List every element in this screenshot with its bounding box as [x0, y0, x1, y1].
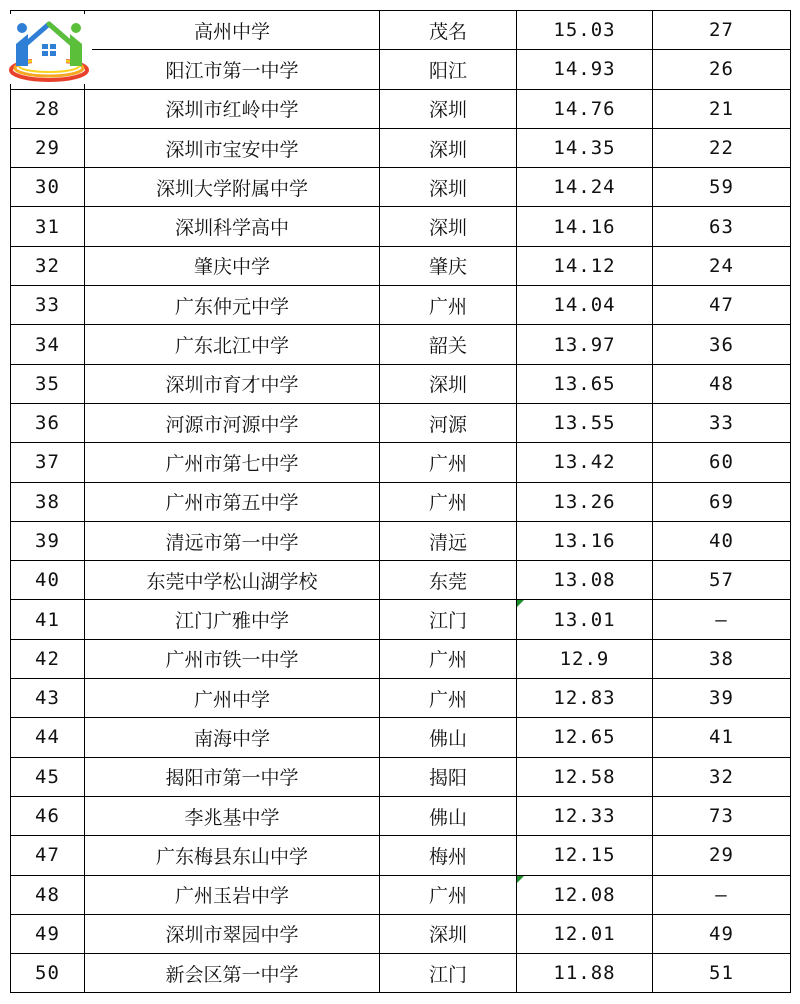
city-cell: 河源	[380, 403, 517, 442]
table-row	[11, 128, 791, 167]
rank-cell: 44	[11, 718, 85, 757]
rank-cell: 41	[11, 600, 85, 639]
score-cell: 12.9	[517, 639, 653, 678]
previous-rank-cell: —	[653, 875, 791, 914]
ranking-table-body	[11, 11, 791, 993]
score-cell: 13.01	[517, 600, 653, 639]
rank-cell: 33	[11, 286, 85, 325]
city-cell: 深圳	[380, 207, 517, 246]
score-cell: 12.83	[517, 679, 653, 718]
table-row	[11, 718, 791, 757]
previous-rank-cell: 41	[653, 718, 791, 757]
table-row	[11, 757, 791, 796]
table-row	[11, 521, 791, 560]
school-name-cell: 深圳科学高中	[85, 207, 380, 246]
previous-rank-cell: 27	[653, 11, 791, 50]
table-row	[11, 482, 791, 521]
rank-cell: 28	[11, 89, 85, 128]
rank-cell: 37	[11, 443, 85, 482]
city-cell: 东莞	[380, 561, 517, 600]
school-name-cell: 清远市第一中学	[85, 521, 380, 560]
previous-rank-cell: 51	[653, 954, 791, 993]
city-cell: 肇庆	[380, 246, 517, 285]
rank-cell: 38	[11, 482, 85, 521]
rank-cell: 42	[11, 639, 85, 678]
table-row	[11, 11, 791, 50]
city-cell: 茂名	[380, 11, 517, 50]
previous-rank-cell: 47	[653, 286, 791, 325]
city-cell: 深圳	[380, 914, 517, 953]
previous-rank-cell: 29	[653, 836, 791, 875]
table-row	[11, 796, 791, 835]
school-name-cell: 深圳市红岭中学	[85, 89, 380, 128]
table-row	[11, 89, 791, 128]
previous-rank-cell: 40	[653, 521, 791, 560]
rank-cell: 30	[11, 168, 85, 207]
school-name-cell: 深圳市宝安中学	[85, 128, 380, 167]
school-name-cell: 东莞中学松山湖学校	[85, 561, 380, 600]
city-cell: 广州	[380, 482, 517, 521]
school-name-cell: 广东北江中学	[85, 325, 380, 364]
table-row	[11, 679, 791, 718]
score-cell: 12.15	[517, 836, 653, 875]
score-cell: 14.76	[517, 89, 653, 128]
previous-rank-cell: 21	[653, 89, 791, 128]
school-name-cell: 南海中学	[85, 718, 380, 757]
city-cell: 揭阳	[380, 757, 517, 796]
rank-cell: 47	[11, 836, 85, 875]
city-cell: 深圳	[380, 128, 517, 167]
city-cell: 深圳	[380, 168, 517, 207]
score-cell: 14.35	[517, 128, 653, 167]
rank-cell: 50	[11, 954, 85, 993]
score-cell: 14.16	[517, 207, 653, 246]
score-cell: 13.16	[517, 521, 653, 560]
rank-cell: 34	[11, 325, 85, 364]
rank-cell: 31	[11, 207, 85, 246]
rank-cell: 45	[11, 757, 85, 796]
table-row	[11, 561, 791, 600]
score-cell: 12.01	[517, 914, 653, 953]
table-row	[11, 168, 791, 207]
score-cell: 14.24	[517, 168, 653, 207]
score-cell: 13.55	[517, 403, 653, 442]
school-name-cell: 阳江市第一中学	[85, 50, 380, 89]
table-row	[11, 875, 791, 914]
city-cell: 深圳	[380, 364, 517, 403]
school-name-cell: 江门广雅中学	[85, 600, 380, 639]
previous-rank-cell: 57	[653, 561, 791, 600]
score-cell: 13.97	[517, 325, 653, 364]
table-row	[11, 50, 791, 89]
previous-rank-cell: 38	[653, 639, 791, 678]
rank-cell: 46	[11, 796, 85, 835]
rank-cell: 40	[11, 561, 85, 600]
previous-rank-cell: 24	[653, 246, 791, 285]
table-row	[11, 639, 791, 678]
previous-rank-cell: 22	[653, 128, 791, 167]
score-cell: 13.42	[517, 443, 653, 482]
table-row	[11, 443, 791, 482]
score-cell: 12.58	[517, 757, 653, 796]
table-row	[11, 914, 791, 953]
previous-rank-cell: 32	[653, 757, 791, 796]
school-name-cell: 李兆基中学	[85, 796, 380, 835]
score-cell: 14.04	[517, 286, 653, 325]
school-name-cell: 揭阳市第一中学	[85, 757, 380, 796]
rank-cell: 36	[11, 403, 85, 442]
previous-rank-cell: 39	[653, 679, 791, 718]
school-name-cell: 广州市第五中学	[85, 482, 380, 521]
previous-rank-cell: 36	[653, 325, 791, 364]
rank-cell: 48	[11, 875, 85, 914]
school-name-cell: 广州市第七中学	[85, 443, 380, 482]
previous-rank-cell: 49	[653, 914, 791, 953]
school-name-cell: 广州市铁一中学	[85, 639, 380, 678]
previous-rank-cell: 26	[653, 50, 791, 89]
table-row	[11, 836, 791, 875]
city-cell: 清远	[380, 521, 517, 560]
city-cell: 江门	[380, 954, 517, 993]
previous-rank-cell: 48	[653, 364, 791, 403]
city-cell: 江门	[380, 600, 517, 639]
school-name-cell: 深圳大学附属中学	[85, 168, 380, 207]
previous-rank-cell: 69	[653, 482, 791, 521]
table-row	[11, 246, 791, 285]
school-name-cell: 广州玉岩中学	[85, 875, 380, 914]
city-cell: 广州	[380, 679, 517, 718]
school-name-cell: 广东仲元中学	[85, 286, 380, 325]
table-row	[11, 600, 791, 639]
school-name-cell: 高州中学	[85, 11, 380, 50]
score-cell: 13.65	[517, 364, 653, 403]
school-name-cell: 新会区第一中学	[85, 954, 380, 993]
previous-rank-cell: 73	[653, 796, 791, 835]
score-cell: 12.08	[517, 875, 653, 914]
city-cell: 阳江	[380, 50, 517, 89]
rank-cell: 49	[11, 914, 85, 953]
previous-rank-cell: 63	[653, 207, 791, 246]
rank-cell: 32	[11, 246, 85, 285]
score-cell: 15.03	[517, 11, 653, 50]
city-cell: 深圳	[380, 89, 517, 128]
score-cell: 12.33	[517, 796, 653, 835]
rank-cell: 39	[11, 521, 85, 560]
school-name-cell: 深圳市育才中学	[85, 364, 380, 403]
table-row	[11, 403, 791, 442]
previous-rank-cell: 60	[653, 443, 791, 482]
school-name-cell: 深圳市翠园中学	[85, 914, 380, 953]
city-cell: 佛山	[380, 718, 517, 757]
city-cell: 佛山	[380, 796, 517, 835]
table-row	[11, 325, 791, 364]
school-name-cell: 河源市河源中学	[85, 403, 380, 442]
city-cell: 韶关	[380, 325, 517, 364]
school-name-cell: 广东梅县东山中学	[85, 836, 380, 875]
rank-cell: 43	[11, 679, 85, 718]
table-row	[11, 207, 791, 246]
previous-rank-cell: 33	[653, 403, 791, 442]
score-cell: 13.26	[517, 482, 653, 521]
city-cell: 广州	[380, 639, 517, 678]
city-cell: 广州	[380, 286, 517, 325]
table-row	[11, 286, 791, 325]
score-cell: 11.88	[517, 954, 653, 993]
previous-rank-cell: 59	[653, 168, 791, 207]
table-row	[11, 954, 791, 993]
previous-rank-cell: —	[653, 600, 791, 639]
city-cell: 广州	[380, 875, 517, 914]
house-family-logo-icon	[6, 14, 92, 84]
city-cell: 广州	[380, 443, 517, 482]
score-cell: 13.08	[517, 561, 653, 600]
score-cell: 14.12	[517, 246, 653, 285]
rank-cell: 29	[11, 128, 85, 167]
school-name-cell: 广州中学	[85, 679, 380, 718]
ranking-table	[10, 10, 791, 993]
score-cell: 14.93	[517, 50, 653, 89]
rank-cell: 35	[11, 364, 85, 403]
table-row	[11, 364, 791, 403]
city-cell: 梅州	[380, 836, 517, 875]
school-name-cell: 肇庆中学	[85, 246, 380, 285]
score-cell: 12.65	[517, 718, 653, 757]
